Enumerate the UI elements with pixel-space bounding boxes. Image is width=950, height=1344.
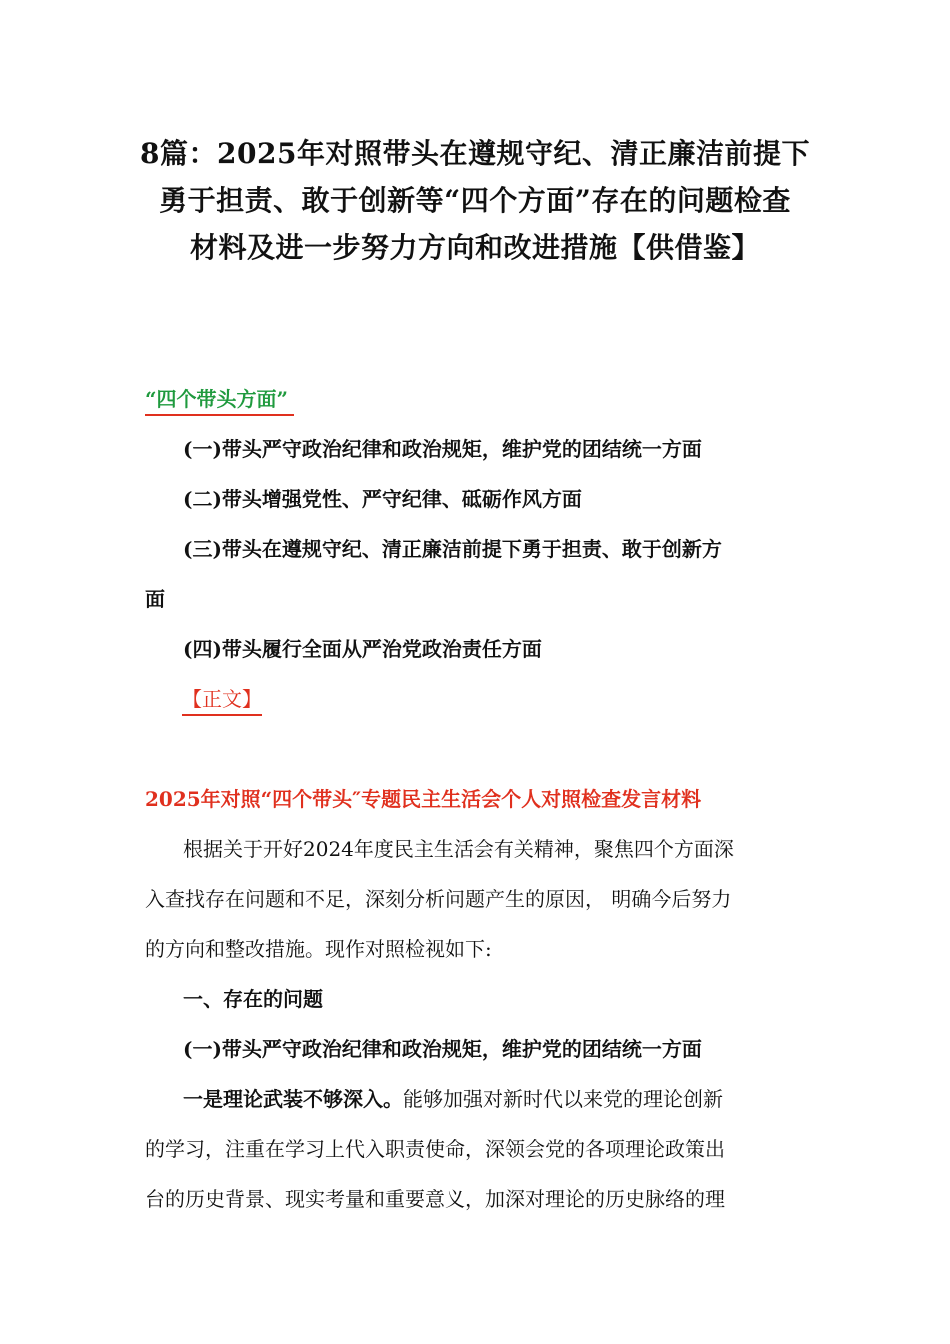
aspect-item-4: (四)带头履行全面从严治党政治责任方面 (183, 637, 542, 661)
main-text-tag: 【正文】 (182, 684, 262, 716)
aspect-item-3: (三)带头在遵规守纪、清正廉洁前提下勇于担责、敢于创新方 (183, 537, 722, 561)
aspect-item-2: (二)带头增强党性、严守纪律、砥砺作风方面 (183, 487, 582, 511)
document-title (120, 130, 830, 271)
point-one-line-3: 台的历史背景、现实考量和重要意义，加深对理论的历史脉络的理 (145, 1187, 725, 1211)
point-one-line-1 (183, 1084, 723, 1114)
title-line-3: 材料及进一步努力方向和改进措施【供借鉴】 (189, 231, 760, 264)
article-title: 2025年对照“四个带头″专题民主生活会个人对照检查发言材料 (145, 787, 702, 811)
subsection-heading: (一)带头严守政治纪律和政治规矩，维护党的团结统一方面 (183, 1037, 702, 1061)
section-heading: 一、存在的问题 (183, 987, 323, 1011)
intro-line-1: 根据关于开好2024年度民主生活会有关精神，聚焦四个方面深 (183, 837, 734, 861)
title-line-2: 勇于担责、敢于创新等“四个方面”存在的问题检查 (159, 184, 791, 217)
point-one-label: 一是理论武装不够深入。 (183, 1087, 403, 1111)
title-line-1: 8篇：2025年对照带头在遵规守纪、清正廉洁前提下 (140, 137, 810, 170)
point-one-text: 能够加强对新时代以来党的理论创新 (403, 1087, 723, 1111)
intro-line-3: 的方向和整改措施。现作对照检视如下: (145, 937, 492, 961)
aspect-item-3-cont: 面 (145, 587, 165, 611)
point-one-line-2: 的学习，注重在学习上代入职责使命，深领会党的各项理论政策出 (145, 1137, 725, 1161)
four-aspects-heading: “四个带头方面” (145, 384, 294, 416)
intro-line-2: 入查找存在问题和不足，深刻分析问题产生的原因， 明确今后努力 (145, 887, 732, 911)
aspect-item-1: (一)带头严守政治纪律和政治规矩，维护党的团结统一方面 (183, 437, 702, 461)
